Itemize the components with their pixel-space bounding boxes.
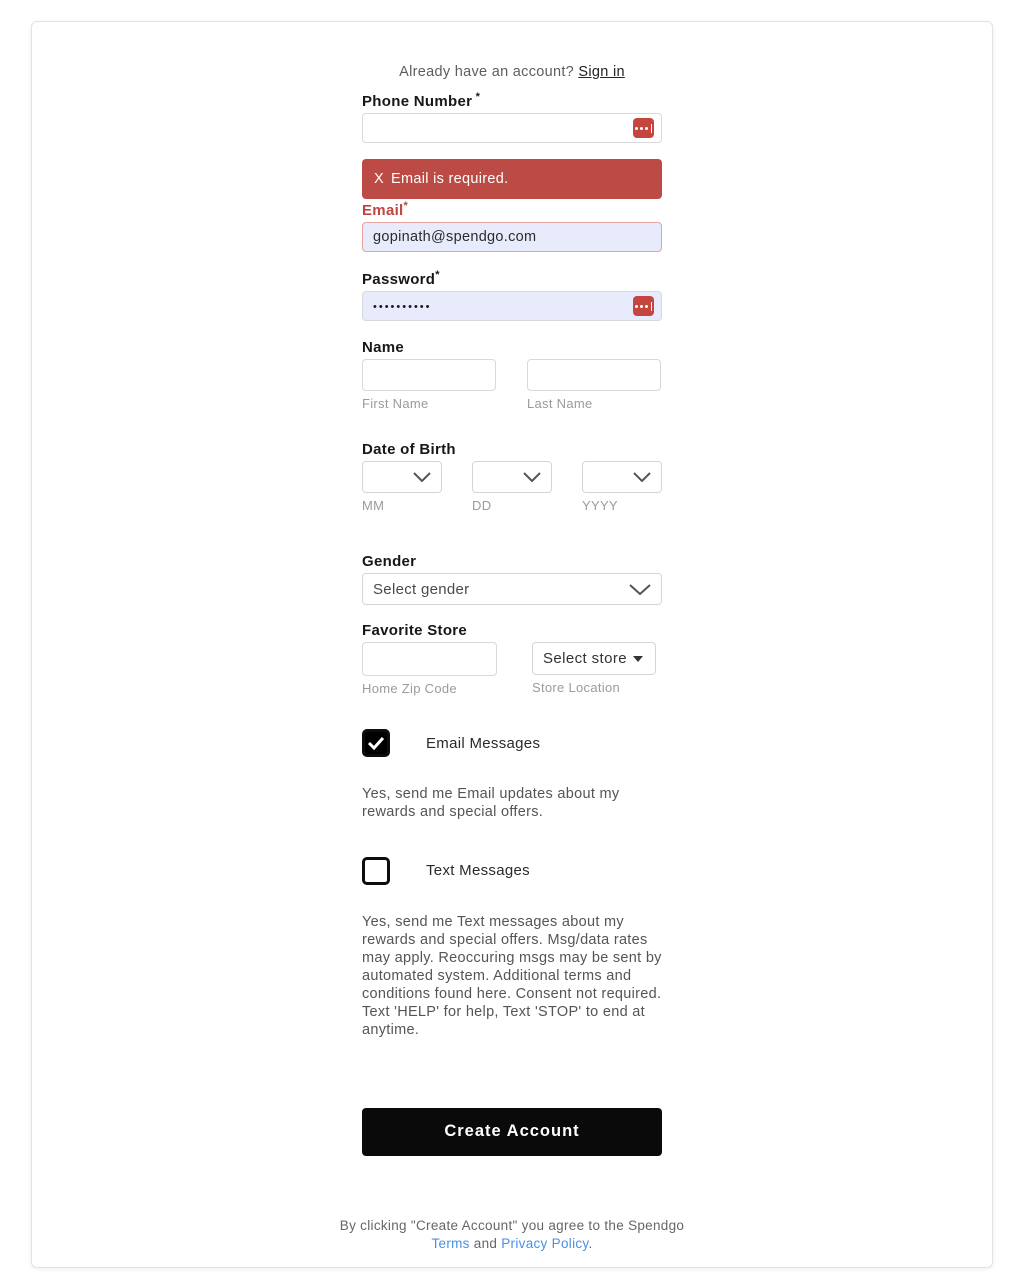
select-store-label: Select store	[543, 650, 628, 667]
home-zip-helper: Home Zip Code	[362, 681, 457, 696]
required-asterisk: *	[472, 91, 481, 103]
signin-link[interactable]: Sign in	[578, 64, 625, 80]
check-icon	[367, 736, 385, 750]
last-name-helper: Last Name	[527, 396, 593, 411]
email-messages-row	[362, 729, 662, 757]
favorite-store-row	[362, 642, 662, 696]
email-label: Email*	[362, 200, 409, 219]
email-required-error-banner	[362, 159, 662, 199]
select-store-button[interactable]	[532, 642, 656, 675]
error-message: Email is required.	[390, 171, 509, 187]
email-input[interactable]	[362, 222, 662, 252]
password-input-wrap	[362, 291, 662, 321]
lastpass-autofill-icon[interactable]	[633, 118, 654, 138]
phone-input[interactable]	[362, 113, 662, 143]
email-messages-description: Yes, send me Email updates about my rewards and special offers.	[362, 786, 620, 820]
signin-row	[362, 64, 662, 80]
favorite-store-label: Favorite Store	[362, 622, 468, 639]
last-name-input[interactable]	[527, 359, 661, 391]
password-input[interactable]: ••••••••••	[362, 291, 662, 321]
chevron-down-icon	[413, 472, 431, 482]
gender-selected-value: Select gender	[373, 580, 470, 598]
email-messages-label: Email Messages	[426, 734, 541, 752]
dob-month-select[interactable]	[362, 461, 442, 493]
signin-prompt: Already have an account?	[399, 64, 575, 80]
text-messages-row	[362, 857, 662, 885]
gender-label: Gender	[362, 553, 417, 570]
first-name-input[interactable]	[362, 359, 496, 391]
dob-day-helper: DD	[472, 498, 492, 513]
gender-select[interactable]	[362, 573, 662, 605]
error-x-icon: X	[374, 171, 384, 187]
signup-card	[31, 21, 993, 1268]
text-messages-label: Text Messages	[426, 862, 530, 880]
text-messages-description: Yes, send me Text messages about my rewards and special offers. Msg/data rates may apply. Reoccuring msgs may be sent by automated system. Additional terms and conditions found here. Consent not required. Text 'HELP' for help, Text 'STOP' to end at anytime.	[362, 913, 662, 1038]
dob-year-helper: YYYY	[582, 498, 618, 513]
dob-label: Date of Birth	[362, 441, 456, 458]
name-label: Name	[362, 339, 405, 356]
phone-input-wrap	[362, 113, 662, 143]
terms-link[interactable]: Terms	[431, 1235, 470, 1251]
required-asterisk: *	[403, 200, 409, 212]
text-messages-checkbox[interactable]	[362, 857, 390, 885]
password-label: Password*	[362, 269, 440, 288]
chevron-down-icon	[633, 472, 651, 482]
create-account-button[interactable]: Create Account	[362, 1108, 662, 1156]
lastpass-autofill-icon[interactable]	[633, 296, 654, 316]
email-messages-checkbox[interactable]	[362, 729, 390, 757]
email-input-wrap	[362, 222, 662, 252]
dob-year-select[interactable]	[582, 461, 662, 493]
dob-day-select[interactable]	[472, 461, 552, 493]
dob-month-helper: MM	[362, 498, 385, 513]
required-asterisk: *	[435, 269, 440, 281]
caret-down-icon	[633, 656, 643, 662]
dob-row	[362, 461, 662, 513]
phone-label: Phone Number *	[362, 91, 481, 110]
name-row	[362, 359, 662, 411]
chevron-down-icon	[523, 472, 541, 482]
chevron-down-icon	[629, 584, 651, 595]
footer-agreement: By clicking "Create Account" you agree to the Spendgo Terms and Privacy Policy.	[339, 1217, 685, 1251]
store-location-helper: Store Location	[532, 680, 621, 695]
privacy-policy-link[interactable]: Privacy Policy	[501, 1235, 589, 1251]
agreement-text: By clicking "Create Account" you agree to the Spendgo	[339, 1217, 685, 1233]
first-name-helper: First Name	[362, 396, 429, 411]
home-zip-input[interactable]	[362, 642, 497, 676]
signup-form	[339, 22, 685, 1253]
